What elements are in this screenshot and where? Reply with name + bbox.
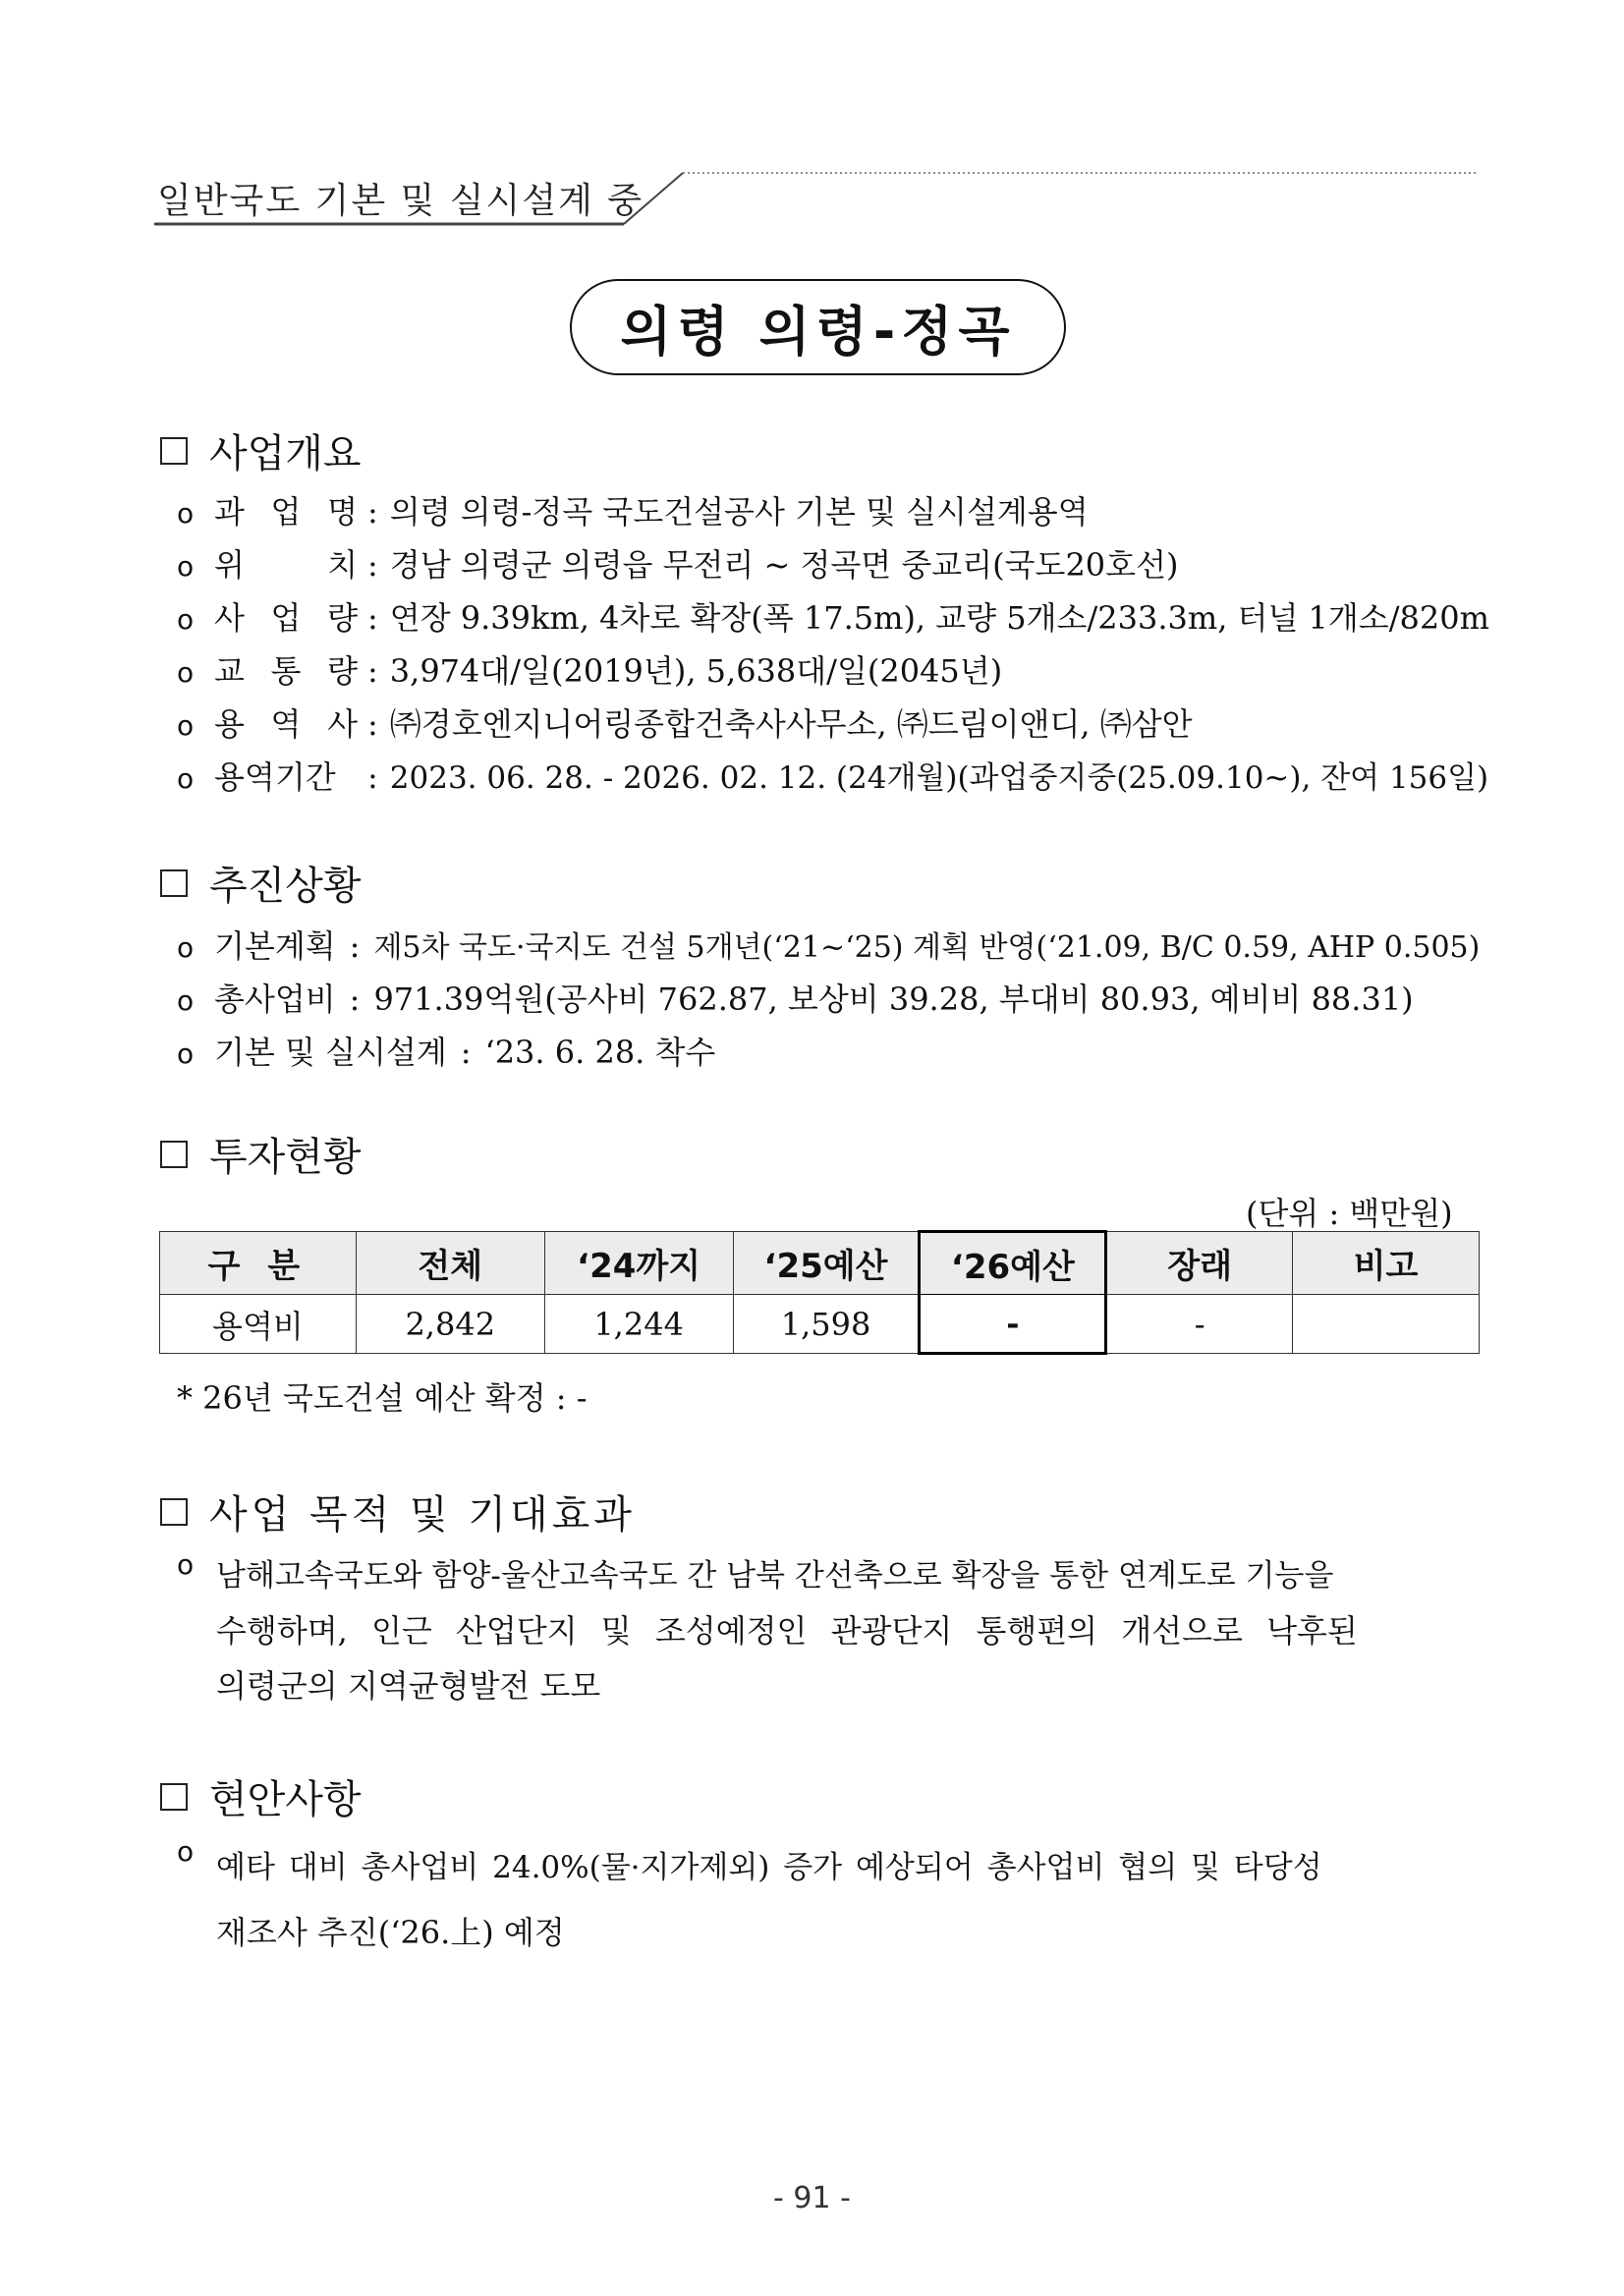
issues-paragraph xyxy=(177,1835,1484,1965)
bullet-circle-icon: o xyxy=(177,984,195,1017)
column-header: 구 분 xyxy=(160,1232,357,1295)
item-label: 과 업 명 xyxy=(214,493,358,531)
item-value: 연장 9.39km, 4차로 확장(폭 17.5m), 교량 5개소/233.3m, 터널 1개소/820m xyxy=(389,599,1489,637)
table-note: * 26년 국도건설 예산 확정 : - xyxy=(177,1379,588,1417)
item-value: 경남 의령군 의령읍 무전리 ~ 정곡면 중교리(국도20호선) xyxy=(389,546,1179,584)
section-heading-purpose xyxy=(160,1484,636,1540)
paragraph-line: 의령군의 지역균형발전 도모 xyxy=(216,1667,601,1705)
checkbox-square-icon xyxy=(160,1141,188,1168)
bullet-circle-icon: o xyxy=(177,497,195,530)
item-value: 971.39억원(공사비 762.87, 보상비 39.28, 부대비 80.93, 예비비 88.31) xyxy=(373,980,1414,1018)
header-title: 일반국도 기본 및 실시설계 중 xyxy=(157,181,644,221)
section-heading-issues xyxy=(160,1768,362,1824)
column-header: 전체 xyxy=(356,1232,544,1295)
bullet-circle-icon: o xyxy=(177,931,195,964)
item-label: 총사업비 xyxy=(214,980,336,1018)
table-cell: 2,842 xyxy=(356,1295,544,1354)
table-row xyxy=(160,1295,1480,1354)
checkbox-square-icon xyxy=(160,1783,188,1811)
table-cell: - xyxy=(1106,1295,1293,1354)
table-cell: - xyxy=(920,1295,1106,1354)
overview-item: o 위 치 : 경남 의령군 의령읍 무전리 ~ 정곡면 중교리(국도20호선) xyxy=(177,540,1178,586)
progress-item: o 기본 및 실시설계 : ‘23. 6. 28. 착수 xyxy=(177,1028,715,1073)
overview-item: o 용 역 사 : ㈜경호엔지니어링종합건축사사무소, ㈜드림이앤디, ㈜삼안 xyxy=(177,700,1193,745)
table-cell: 용역비 xyxy=(160,1295,357,1354)
item-label: 용 역 사 xyxy=(214,705,358,743)
unit-label: (단위 : 백만원) xyxy=(1246,1195,1453,1232)
table-cell: 1,598 xyxy=(733,1295,920,1354)
column-header: ‘26예산 xyxy=(920,1232,1106,1295)
section-heading-overview xyxy=(160,422,362,478)
checkbox-square-icon xyxy=(160,437,188,465)
table-header-row xyxy=(160,1232,1480,1295)
bullet-circle-icon: o xyxy=(177,762,195,795)
column-header: 장래 xyxy=(1106,1232,1293,1295)
section-heading-progress xyxy=(160,855,362,911)
section-heading-text: 사업개요 xyxy=(209,431,362,476)
checkbox-square-icon xyxy=(160,1498,188,1526)
column-header: ‘24까지 xyxy=(544,1232,733,1295)
item-label: 교 통 량 xyxy=(214,652,358,690)
page-title: 의령 의령-정곡 xyxy=(570,279,1066,375)
overview-item: o 과 업 명 : 의령 의령-정곡 국도건설공사 기본 및 실시설계용역 xyxy=(177,487,1089,532)
item-label: 사 업 량 xyxy=(214,599,358,637)
column-header: ‘25예산 xyxy=(733,1232,920,1295)
section-heading-text: 사업 목적 및 기대효과 xyxy=(209,1492,636,1538)
checkbox-square-icon xyxy=(160,869,188,897)
purpose-paragraph xyxy=(177,1548,1484,1713)
table-cell: 1,244 xyxy=(544,1295,733,1354)
bullet-circle-icon: o xyxy=(177,1037,195,1070)
paragraph-line: 예타 대비 총사업비 24.0%(물·지가제외) 증가 예상되어 총사업비 협의 및 타당성 xyxy=(216,1850,1322,1885)
item-value: ㈜경호엔지니어링종합건축사사무소, ㈜드림이앤디, ㈜삼안 xyxy=(389,705,1193,743)
section-heading-investment xyxy=(160,1126,362,1182)
section-heading-text: 현안사항 xyxy=(209,1777,362,1822)
section-heading-text: 추진상황 xyxy=(209,864,362,909)
column-header: 비고 xyxy=(1293,1232,1480,1295)
overview-item: o 사 업 량 : 연장 9.39km, 4차로 확장(폭 17.5m), 교량 5개소/233.3m, 터널 1개소/820m xyxy=(177,593,1489,639)
item-label: 위 치 xyxy=(214,546,358,584)
bullet-circle-icon: o xyxy=(177,550,195,583)
overview-item: o 용역기간 : 2023. 06. 28. - 2026. 02. 12. (24개월)(과업중지중(25.09.10~), 잔여 156일) xyxy=(177,753,1488,798)
table-cell xyxy=(1293,1295,1480,1354)
section-heading-text: 투자현황 xyxy=(209,1135,362,1180)
page-number: - 91 - xyxy=(773,2181,851,2215)
item-value: 의령 의령-정곡 국도건설공사 기본 및 실시설계용역 xyxy=(389,493,1089,531)
paragraph-line: 수행하며, 인근 산업단지 및 조성예정인 관광단지 통행편의 개선으로 낙후된 xyxy=(216,1612,1358,1650)
item-label: 기본계획 xyxy=(214,927,336,965)
overview-item: o 교 통 량 : 3,974대/일(2019년), 5,638대/일(2045년) xyxy=(177,646,1002,692)
paragraph-line: 남해고속국도와 함양-울산고속국도 간 남북 간선축으로 확장을 통한 연계도로 기능을 xyxy=(216,1558,1334,1594)
bullet-circle-icon: o xyxy=(177,1548,195,1581)
bullet-circle-icon: o xyxy=(177,1835,195,1868)
item-value: 3,974대/일(2019년), 5,638대/일(2045년) xyxy=(389,652,1003,690)
bullet-circle-icon: o xyxy=(177,603,195,636)
progress-item: o 총사업비 : 971.39억원(공사비 762.87, 보상비 39.28, 부대비 80.93, 예비비 88.31) xyxy=(177,975,1414,1020)
item-value: 제5차 국도·국지도 건설 5개년(‘21~‘25) 계획 반영(‘21.09, B/C 0.59, AHP 0.505) xyxy=(373,930,1481,965)
bullet-circle-icon: o xyxy=(177,709,195,742)
bullet-circle-icon: o xyxy=(177,656,195,689)
paragraph-line: 재조사 추진(‘26.上) 예정 xyxy=(216,1914,565,1951)
progress-item: o 기본계획 : 제5차 국도·국지도 건설 5개년(‘21~‘25) 계획 반영(‘21.09, B/C 0.59, AHP 0.505) xyxy=(177,922,1480,967)
investment-table xyxy=(159,1230,1480,1355)
item-value: ‘23. 6. 28. 착수 xyxy=(484,1034,716,1071)
item-value: 2023. 06. 28. - 2026. 02. 12. (24개월)(과업중지중(25.09.10~), 잔여 156일) xyxy=(389,760,1489,796)
item-label: 용역기간 xyxy=(214,758,336,796)
item-label: 기본 및 실시설계 xyxy=(214,1034,447,1071)
